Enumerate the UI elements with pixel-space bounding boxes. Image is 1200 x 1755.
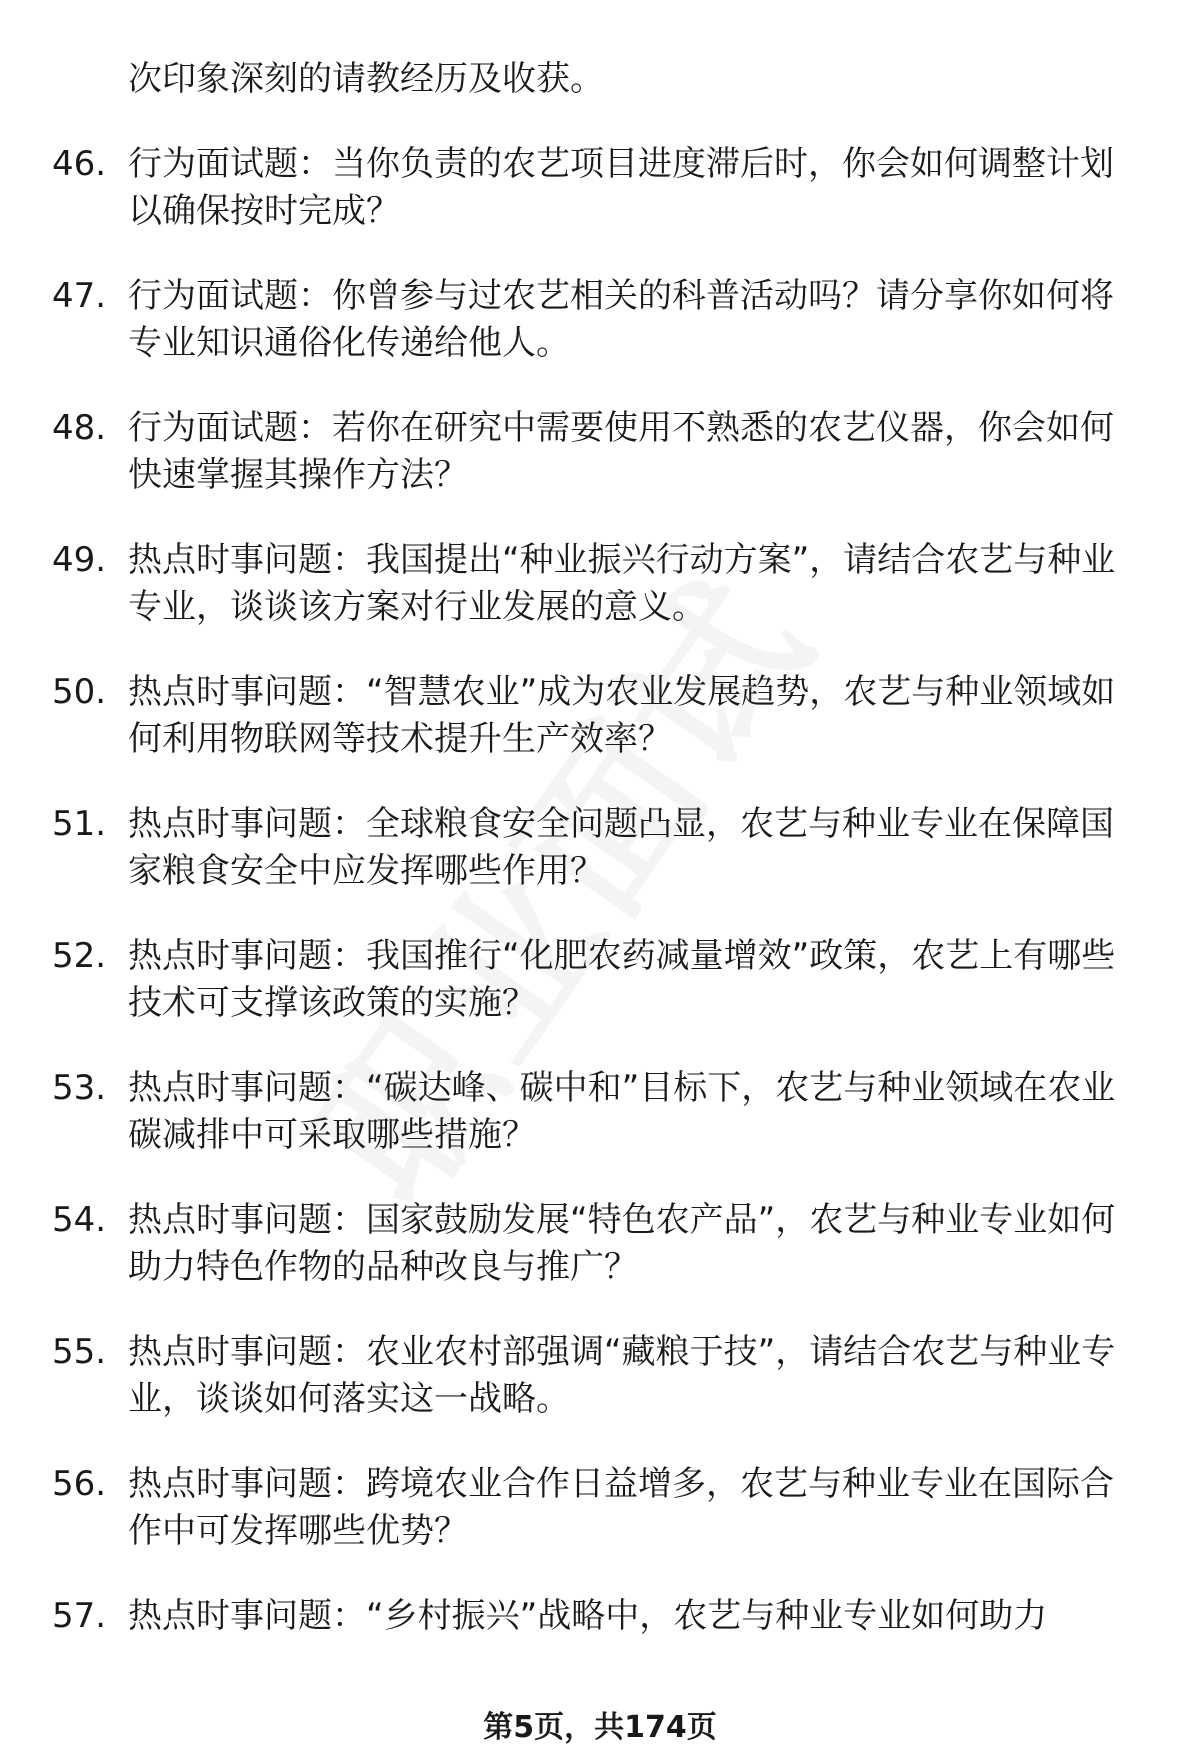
question-item (52, 933, 1152, 1027)
question-number: 57. (52, 1596, 107, 1636)
question-number: 56. (52, 1464, 107, 1504)
question-number: 51. (52, 804, 107, 844)
question-number: 49. (52, 540, 107, 580)
question-text: 热点时事问题：我国推行“化肥农药减量增效”政策，农艺上有哪些技术可支撑该政策的实施？ (128, 936, 1116, 1023)
question-number: 52. (52, 936, 107, 976)
question-number: 47. (52, 276, 107, 316)
question-item (52, 1197, 1152, 1291)
question-text: 行为面试题：你曾参与过农艺相关的科普活动吗？请分享你如何将专业知识通俗化传递给他人。 (128, 276, 1114, 363)
question-text: 热点时事问题：跨境农业合作日益增多，农艺与种业专业在国际合作中可发挥哪些优势？ (128, 1464, 1114, 1551)
question-item (52, 405, 1152, 499)
question-item (52, 537, 1152, 631)
question-text: 行为面试题：若你在研究中需要使用不熟悉的农艺仪器，你会如何快速掌握其操作方法？ (128, 408, 1114, 495)
question-text: 行为面试题：当你负责的农艺项目进度滞后时，你会如何调整计划以确保按时完成？ (128, 144, 1114, 231)
question-item (52, 1593, 1152, 1640)
question-item (52, 801, 1152, 895)
question-text: 热点时事问题：“智慧农业”成为农业发展趋势，农艺与种业领域如何利用物联网等技术提升生产效率？ (128, 672, 1116, 759)
question-number: 50. (52, 672, 107, 712)
question-list (52, 56, 1152, 1678)
question-text: 热点时事问题：国家鼓励发展“特色农产品”，农艺与种业专业如何助力特色作物的品种改良与推广？ (128, 1200, 1116, 1287)
question-number: 54. (52, 1200, 107, 1240)
question-number: 48. (52, 408, 107, 448)
question-item (52, 1329, 1152, 1423)
question-item (52, 273, 1152, 367)
question-text: 热点时事问题：我国提出“种业振兴行动方案”，请结合农艺与种业专业，谈谈该方案对行业发展的意义。 (128, 540, 1116, 627)
continued-text: 次印象深刻的请教经历及收获。 (128, 59, 604, 99)
question-item (52, 1065, 1152, 1159)
question-number: 55. (52, 1332, 107, 1372)
question-text: 热点时事问题：“乡村振兴”战略中，农艺与种业专业如何助力 (128, 1596, 1048, 1636)
question-item (52, 1461, 1152, 1555)
question-text: 热点时事问题：全球粮食安全问题凸显，农艺与种业专业在保障国家粮食安全中应发挥哪些作用？ (128, 804, 1114, 891)
page-footer: 第5页，共174页 (483, 1710, 717, 1745)
question-text: 热点时事问题：“碳达峰、碳中和”目标下，农艺与种业领域在农业碳减排中可采取哪些措施？ (128, 1068, 1116, 1155)
question-number: 46. (52, 144, 107, 184)
question-text: 热点时事问题：农业农村部强调“藏粮于技”，请结合农艺与种业专业，谈谈如何落实这一战略。 (128, 1332, 1116, 1419)
question-item (52, 141, 1152, 235)
question-number: 53. (52, 1068, 107, 1108)
question-item (52, 669, 1152, 763)
